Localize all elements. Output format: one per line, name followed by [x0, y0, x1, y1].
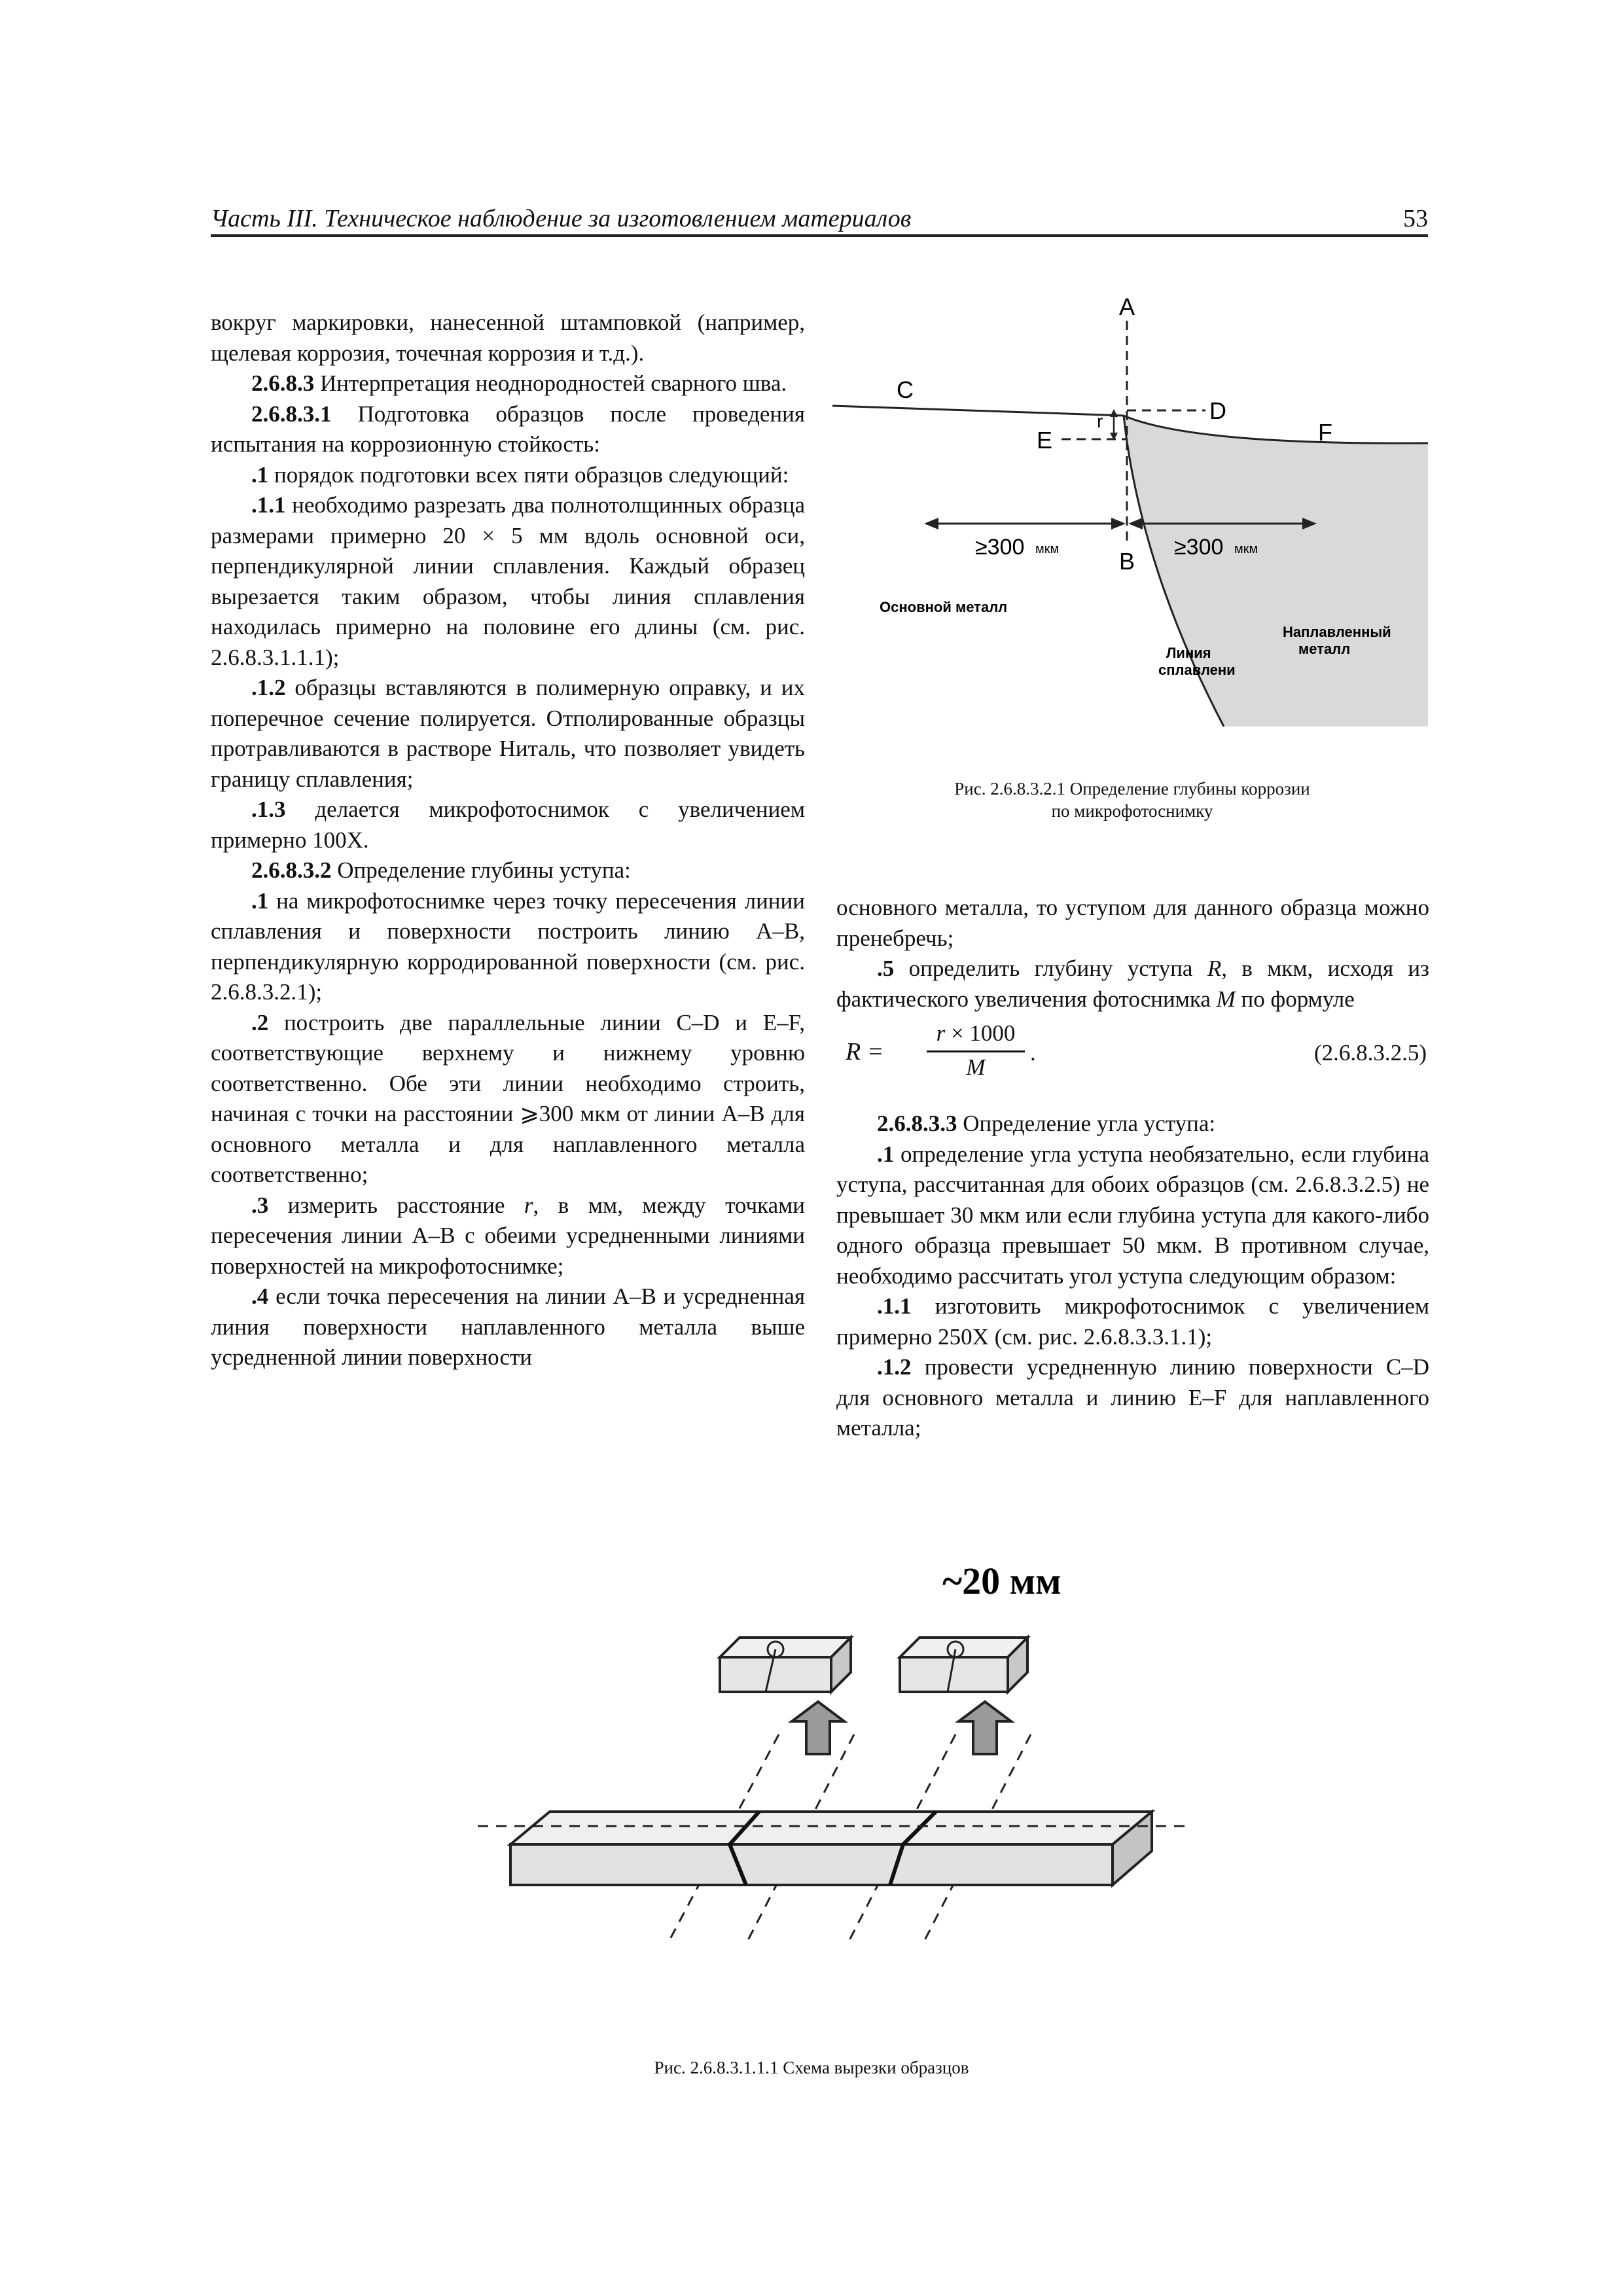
weld-metal-region [1124, 416, 1428, 726]
specimen-cutting-figure [471, 1538, 1191, 2036]
up-arrow-2 [959, 1702, 1011, 1754]
dist-left-value: ≥300 [975, 535, 1025, 560]
base-surface-line [832, 406, 1124, 416]
paragraph: основного металла, то уступом для данного образца можно пренебречь; [836, 895, 1429, 951]
label-fusion-line-2: сплавлени [1158, 662, 1236, 678]
paragraph: .2 построить две параллельные линии C–D и E–F, соответствующие верхнему и нижнему уровню соответственно. Обе эти линии необходимо строить, начиная с точки на расстоянии ⩾300 мкм от линии A–B для основного металла и для наплавленного металла соответственно; [211, 1009, 805, 1187]
paragraph: 2.6.8.3.3 Определение угла уступа: [877, 1111, 1216, 1136]
paragraph: .3 измерить расстояние r, в мм, между точками пересечения линии A–B с обеими усредненными линиями поверхностей на микрофотоснимке; [211, 1192, 805, 1279]
label-e: E [1037, 427, 1053, 454]
label-fusion-line-1: Линия [1166, 645, 1211, 661]
paragraph: .1.2 провести усредненную линию поверхности C–D для основного металла и линию E–F для наплавленного металла; [836, 1354, 1429, 1441]
left-column [211, 308, 805, 1373]
dist-right-value: ≥300 [1174, 535, 1224, 560]
label-a: A [1119, 293, 1135, 320]
paragraph: 2.6.8.3.2 Определение глубины уступа: [251, 857, 631, 883]
welded-plate [510, 1812, 1152, 1885]
formula-lhs: R = [846, 1038, 884, 1066]
dimension-arrow-left-head-l [924, 518, 938, 529]
figure-caption-bottom: Рис. 2.6.8.3.1.1.1 Схема вырезки образцов [654, 2058, 969, 2077]
paragraph: .1.3 делается микрофотоснимок с увеличением примерно 100X. [211, 797, 805, 853]
running-header [211, 202, 1428, 237]
up-arrow-1 [792, 1702, 844, 1754]
dist-right-unit: мкм [1234, 542, 1258, 556]
formula-denominator: M [966, 1054, 986, 1080]
paragraph: 2.6.8.3.1 Подготовка образцов после проведения испытания на коррозионную стойкость: [211, 401, 805, 457]
label-weld-metal-1: Наплавленный [1283, 624, 1391, 640]
paragraph: .4 если точка пересечения на линии A–B и усредненная линия поверхности наплавленного металла выше усредненной линии поверхности [211, 1283, 805, 1370]
size-label: ~20 мм [942, 1560, 1061, 1602]
label-d: D [1209, 397, 1226, 424]
paragraph: .1.2 образцы вставляются в полимерную оправку, и их поперечное сечение полируется. Отполированные образцы протравливаются в растворе Ниталь, что позволяет увидеть границу сплавления; [211, 675, 805, 792]
formula-number: (2.6.8.3.2.5) [1313, 1040, 1427, 1066]
formula [836, 1018, 1429, 1097]
paragraph: 2.6.8.3 Интерпретация неоднородностей сварного шва. [251, 370, 787, 396]
label-weld-metal-2: металл [1298, 641, 1351, 657]
formula-numerator: r × 1000 [927, 1018, 1025, 1052]
specimen-block-1 [720, 1638, 851, 1692]
paragraph: .1.1 изготовить микрофотоснимок с увеличением примерно 250X (см. рис. 2.6.8.3.3.1.1); [836, 1293, 1429, 1350]
label-b: B [1119, 548, 1135, 575]
paragraph: .1 порядок подготовки всех пяти образцов следующий: [251, 461, 789, 488]
figure-caption-top: Рис. 2.6.8.3.2.1 Определение глубины коррозии по микрофотоснимку [954, 779, 1310, 821]
paragraph: .1 на микрофотоснимке через точку пересечения линии сплавления и поверхности построить линию A–B, перпендикулярную корродированной поверхности (см. рис. 2.6.8.3.2.1); [211, 888, 805, 1005]
paragraph: .1 определение угла уступа необязательно, если глубина уступа, рассчитанная для обоих образцов (см. 2.6.8.3.2.5) не превышает 30 мкм или если глубина уступа для какого-либо одного образца превышает 50 мкм. В противном случае, необходимо рассчитать угол уступа следующим образом: [836, 1141, 1429, 1289]
page-number: 53 [1403, 205, 1428, 232]
label-base-metal: Основной металл [880, 599, 1008, 615]
running-title: Часть III. Техническое наблюдение за изготовлением материалов [211, 205, 912, 232]
dimension-arrow-left-head-r [1111, 518, 1126, 529]
paragraph: .1.1 необходимо разрезать два полнотолщинных образца размерами примерно 20 × 5 мм вдоль основной оси, перпендикулярной линии сплавления. Каждый образец вырезается таким образом, чтобы линия сплавления находилась примерно на половине его длины (см. рис. 2.6.8.3.1.1.1); [211, 492, 805, 670]
corrosion-depth-figure [826, 291, 1428, 736]
label-c: C [897, 376, 914, 403]
label-r: r [1097, 411, 1103, 431]
paragraph: вокруг маркировки, нанесенной штамповкой (например, щелевая коррозия, точечная коррозия и т.д.). [211, 310, 805, 366]
paragraph: .5 определить глубину уступа R, в мкм, исходя из фактического увеличения фотоснимка M по формуле [836, 956, 1429, 1012]
specimen-block-2 [900, 1638, 1027, 1692]
formula-fraction [927, 1018, 1025, 1083]
right-column [836, 893, 1429, 1444]
r-arrow-head-up [1110, 409, 1118, 417]
dist-left-unit: мкм [1035, 542, 1060, 556]
label-f: F [1318, 419, 1332, 446]
formula-dot: . [1030, 1040, 1036, 1066]
dimension-arrow-right-head-l [1128, 518, 1143, 529]
